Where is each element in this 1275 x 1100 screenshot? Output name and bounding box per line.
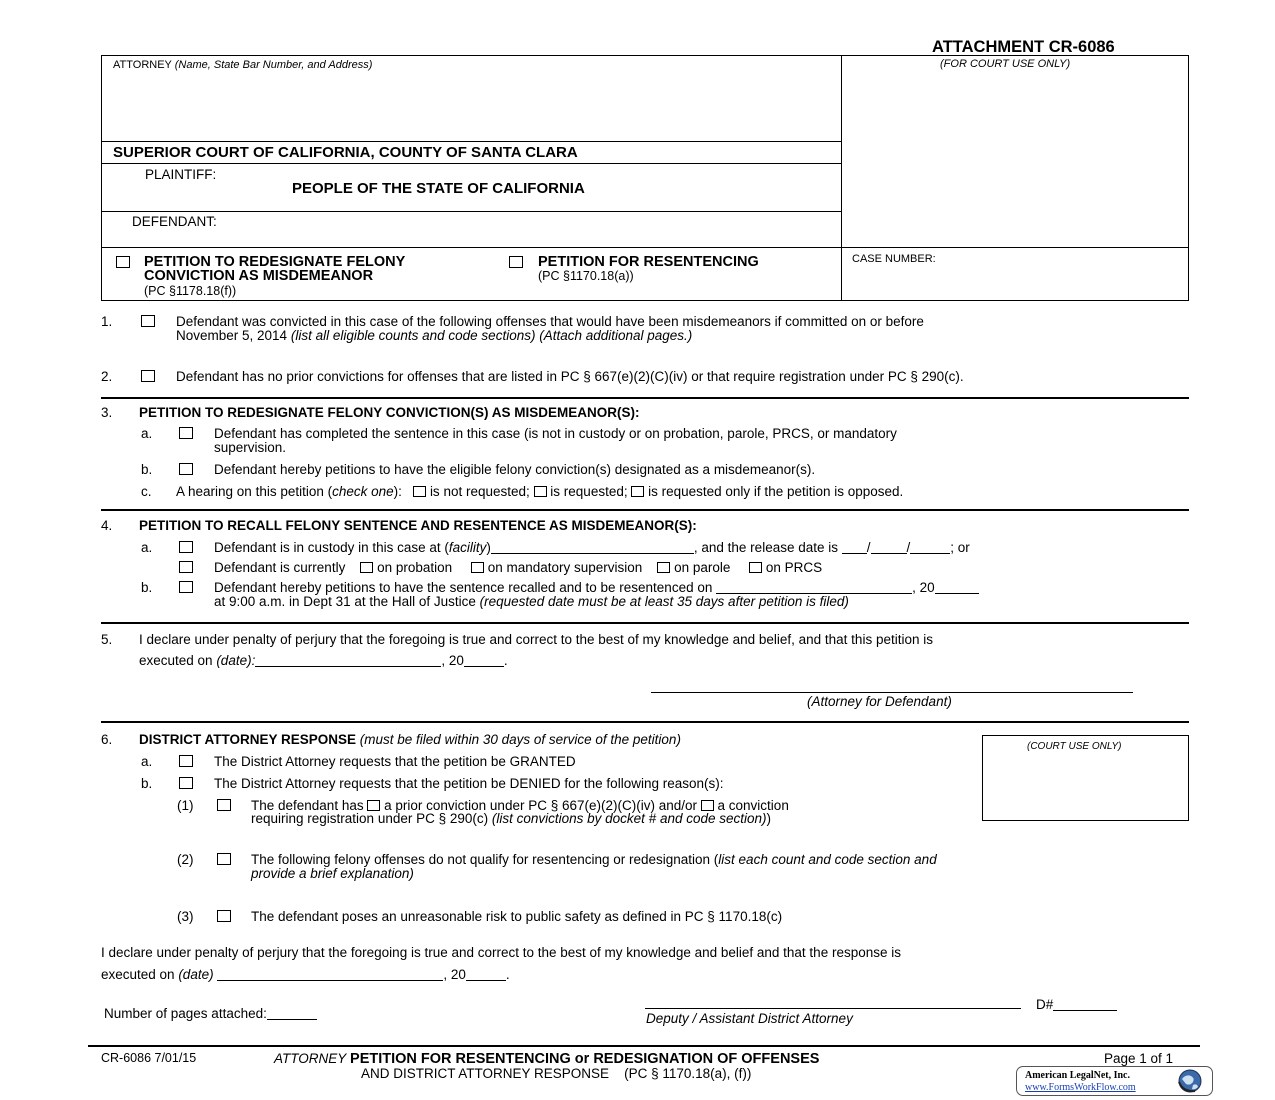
release-year-field[interactable] [910,541,950,554]
item1-line2: November 5, 2014 (list all eligible counts and code sections) (Attach additional pages.) [176,328,693,343]
item3b-label: b. [141,462,153,477]
attorney-signature-label: (Attorney for Defendant) [807,694,952,709]
attachment-title: ATTACHMENT CR-6086 [932,38,1115,56]
release-day-field[interactable] [871,541,907,554]
petition1-line2: CONVICTION AS MISDEMEANOR [144,268,374,284]
item3-num: 3. [101,405,113,420]
d-number-row: D# [1036,997,1117,1012]
d-number-field[interactable] [1053,998,1117,1011]
facility-field[interactable] [491,541,694,554]
da-declaration-line2: executed on (date) , 20 . [101,967,510,982]
not-requested-checkbox[interactable] [413,486,426,497]
item4b-line1: Defendant hereby petitions to have the sentence recalled and to be resentenced on , 20 [214,580,979,595]
resentence-year-field[interactable] [935,581,979,594]
item4b-line2: at 9:00 a.m. in Dept 31 at the Hall of Justice (requested date must be at least 35 days after petition is filed) [214,594,849,609]
reason2-num: (2) [177,852,194,867]
item5-line1: I declare under penalty of perjury that the foregoing is true and correct to the best of my knowledge and belief, and that this petition is [139,632,933,647]
item6b-label: b. [141,776,153,791]
item4b-checkbox[interactable] [179,581,193,593]
pages-attached-row: Number of pages attached: [104,1006,317,1021]
item5-num: 5. [101,632,113,647]
reason1-line1: The defendant has a prior conviction under PC § 667(e)(2)(C)(iv) and/or a conviction [251,798,789,813]
item4b-label: b. [141,580,153,595]
prior-conviction-checkbox[interactable] [367,800,380,811]
court-use-label: (FOR COURT USE ONLY) [940,58,1071,70]
response-year-field[interactable] [466,968,506,981]
court-use-field[interactable] [844,70,1186,244]
item1-line1: Defendant was convicted in this case of the following offenses that would have been misdemeanors if committed on or before [176,314,924,329]
case-number-label: CASE NUMBER: [852,253,936,265]
plaintiff-value: PEOPLE OF THE STATE OF CALIFORNIA [292,180,585,197]
item3a-label: a. [141,426,153,441]
item2-text: Defendant has no prior convictions for offenses that are listed in PC § 667(e)(2)(C)(iv) or that require registration under PC § 290(c). [176,369,964,384]
denied-checkbox[interactable] [179,777,193,789]
item3a-line1: Defendant has completed the sentence in this case (is not in custody or on probation, parole, PRCS, or mandatory [214,426,897,441]
item6-title: DISTRICT ATTORNEY RESPONSE (must be filed within 30 days of service of the petition) [139,732,681,747]
footer-title-line1: ATTORNEY PETITION FOR RESENTENCING or REDESIGNATION OF OFFENSES [274,1051,820,1067]
page-number: Page 1 of 1 [1104,1051,1174,1066]
logo-url: www.FormsWorkFlow.com [1025,1082,1136,1093]
parole-checkbox[interactable] [657,562,670,573]
plaintiff-label: PLAINTIFF: [145,167,217,182]
mandatory-supervision-checkbox[interactable] [471,562,484,573]
da-declaration-line1: I declare under penalty of perjury that the foregoing is true and correct to the best of my knowledge and belief and that the response is [101,945,901,960]
petition-date-field[interactable] [255,654,441,667]
item4-currently-row: Defendant is currently on probation on mandatory supervision on parole on PRCS [214,560,823,575]
item6a-label: a. [141,754,153,769]
reason1-checkbox[interactable] [217,799,231,811]
reason1-num: (1) [177,798,194,813]
item4a-row: Defendant is in custody in this case at (facility) , and the release date is / / ; or [214,540,970,555]
resentencing-checkbox[interactable] [509,256,523,268]
requested-checkbox[interactable] [534,486,547,497]
petition1-code: (PC §1178.18(f)) [144,284,237,298]
redesignate-checkbox[interactable] [116,256,130,268]
attorney-field[interactable] [104,72,838,138]
item6-num: 6. [101,732,113,747]
item4-num: 4. [101,518,113,533]
release-month-field[interactable] [842,541,867,554]
granted-checkbox[interactable] [179,755,193,767]
item3c-row: A hearing on this petition (check one): is not requested; is requested; is requested only if the petition is opposed. [176,484,904,499]
defendant-field[interactable] [240,213,838,245]
item1-num: 1. [101,314,113,329]
reason3-text: The defendant poses an unreasonable risk to public safety as defined in PC § 1170.18(c) [251,909,783,924]
item6a-text: The District Attorney requests that the petition be GRANTED [214,754,576,769]
reason1-line2: requiring registration under PC § 290(c) (list convictions by docket # and code section)) [251,811,772,826]
registration-conviction-checkbox[interactable] [701,800,714,811]
logo-company: American LegalNet, Inc. [1025,1070,1130,1081]
item3c-label: c. [141,484,152,499]
item2-checkbox[interactable] [141,370,155,382]
prcs-checkbox[interactable] [749,562,762,573]
petition1-line1: PETITION TO REDESIGNATE FELONY [144,254,406,270]
court-name: SUPERIOR COURT OF CALIFORNIA, COUNTY OF SANTA CLARA [113,144,578,161]
resentence-date-field[interactable] [716,581,912,594]
requested-if-opposed-checkbox[interactable] [631,486,644,497]
petition-year-field[interactable] [464,654,504,667]
item3b-text: Defendant hereby petitions to have the eligible felony conviction(s) designated as a misdemeanor(s). [214,462,816,477]
reason3-num: (3) [177,909,194,924]
item3-title: PETITION TO REDESIGNATE FELONY CONVICTION(S) AS MISDEMEANOR(S): [139,405,640,420]
reason3-checkbox[interactable] [217,910,231,922]
probation-checkbox[interactable] [360,562,373,573]
item3a-checkbox[interactable] [179,427,193,439]
pages-attached-field[interactable] [267,1007,317,1020]
response-date-field[interactable] [217,968,443,981]
globe-icon [1177,1068,1203,1094]
item4a-label: a. [141,540,153,555]
deputy-label: Deputy / Assistant District Attorney [646,1011,853,1026]
item1-checkbox[interactable] [141,315,155,327]
form-id: CR-6086 7/01/15 [101,1051,197,1065]
item2-num: 2. [101,369,113,384]
attorney-label: ATTORNEY (Name, State Bar Number, and Address) [113,59,373,71]
item3b-checkbox[interactable] [179,463,193,475]
reason2-checkbox[interactable] [217,853,231,865]
item6b-text: The District Attorney requests that the petition be DENIED for the following reason(s): [214,776,724,791]
item4a-checkbox[interactable] [179,541,193,553]
item5-line2: executed on (date): , 20 . [139,653,508,668]
attorney-signature-line[interactable] [651,692,1133,693]
item4-title: PETITION TO RECALL FELONY SENTENCE AND RESENTENCE AS MISDEMEANOR(S): [139,518,697,533]
defendant-label: DEFENDANT: [132,214,217,229]
legalnet-logo[interactable] [1016,1066,1213,1096]
petition2-line1: PETITION FOR RESENTENCING [538,254,759,270]
case-number-field[interactable] [852,268,1182,296]
footer-title-line2: AND DISTRICT ATTORNEY RESPONSE (PC § 1170.18(a), (f)) [361,1066,752,1081]
deputy-signature-line[interactable] [645,1008,1021,1009]
da-court-use-label: (COURT USE ONLY) [1027,741,1122,752]
item3a-line2: supervision. [214,440,287,455]
item4-currently-checkbox[interactable] [179,561,193,573]
petition2-code: (PC §1170.18(a)) [538,269,634,283]
reason2-line2: provide a brief explanation) [251,866,414,881]
reason2-line1: The following felony offenses do not qualify for resentencing or redesignation (list each count and code section and [251,852,937,867]
